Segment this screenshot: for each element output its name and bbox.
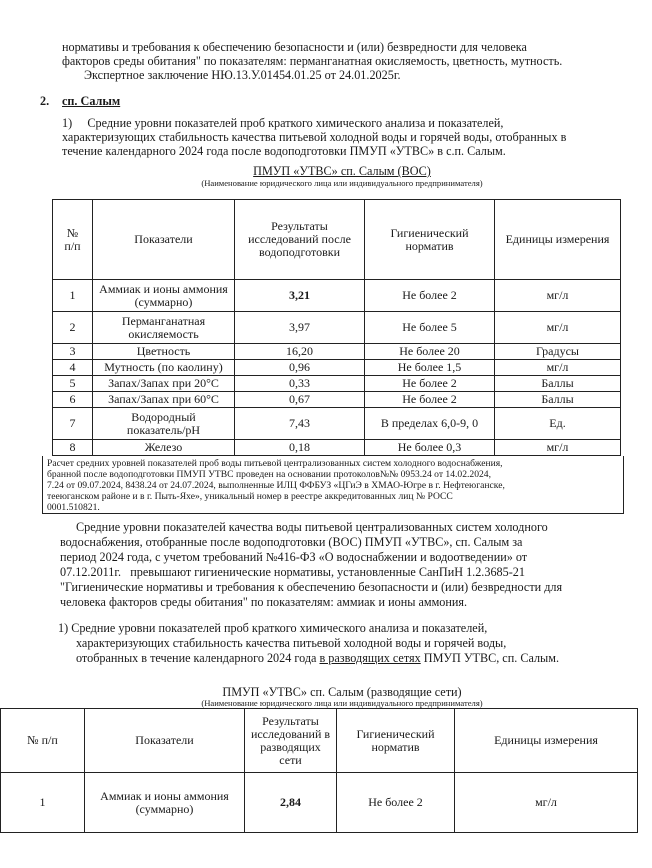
table-row bbox=[53, 280, 621, 312]
row-value: 0,67 bbox=[235, 392, 365, 408]
networks-paragraph-tail: ПМУП УТВС, сп. Салым. bbox=[420, 651, 560, 665]
row-value: 7,43 bbox=[235, 408, 365, 440]
conclusion-line-1: Средние уровни показателей качества воды питьевой централизованных систем холодного bbox=[76, 520, 548, 534]
row-indicator: Цветность bbox=[93, 344, 235, 360]
row-norm: В пределах 6,0-9, 0 bbox=[365, 408, 495, 440]
row-norm: Не более 20 bbox=[365, 344, 495, 360]
intro-line-1: нормативы и требования к обеспечению безопасности и (или) безвредности для человека bbox=[62, 40, 527, 54]
conclusion-line-5: "Гигиенические нормативы и требования к обеспечению безопасности и (или) безвредности для bbox=[60, 580, 563, 594]
table-row bbox=[53, 312, 621, 344]
table-row bbox=[53, 408, 621, 440]
row-unit: мг/л bbox=[495, 280, 621, 312]
row-unit: мг/л bbox=[455, 773, 638, 833]
row-indicator: Аммиак и ионы аммония (суммарно) bbox=[85, 773, 245, 833]
row-number: 4 bbox=[53, 360, 93, 376]
row-number: 1 bbox=[53, 280, 93, 312]
table-row bbox=[53, 392, 621, 408]
header-norm: Гигиенический норматив bbox=[365, 200, 495, 280]
header-norm: Гигиенический норматив bbox=[337, 709, 455, 773]
table-row bbox=[53, 344, 621, 360]
row-unit: мг/л bbox=[495, 440, 621, 456]
row-value: 0,18 bbox=[235, 440, 365, 456]
row-norm: Не более 0,3 bbox=[365, 440, 495, 456]
networks-emphasis: в разводящих сетях bbox=[319, 651, 421, 665]
row-unit: Баллы bbox=[495, 376, 621, 392]
header-results: Результаты исследований в разводящих сети bbox=[245, 709, 337, 773]
row-unit: мг/л bbox=[495, 360, 621, 376]
header-indicator: Показатели bbox=[85, 709, 245, 773]
conclusion-line-2: водоснабжения, отобранные после водоподготовки (ВОС) ПМУП «УТВС», сп. Салым за bbox=[60, 535, 523, 549]
header-indicator: Показатели bbox=[93, 200, 235, 280]
conclusion-line-3: период 2024 года, с учетом требований №416-ФЗ «О водоснабжении и водоотведении» от bbox=[60, 550, 528, 564]
row-number: 3 bbox=[53, 344, 93, 360]
conclusion-line-4: 07.12.2011г. превышают гигиенические нормативы, установленные СанПиН 1.2.3685-21 bbox=[60, 565, 525, 579]
row-norm: Не более 5 bbox=[365, 312, 495, 344]
results-table-networks bbox=[0, 708, 638, 833]
header-units: Единицы измерения bbox=[455, 709, 638, 773]
networks-paragraph-line-2: характеризующих стабильность качества питьевой холодной воды и горячей воды, bbox=[76, 636, 507, 650]
row-number: 1 bbox=[1, 773, 85, 833]
org-title: ПМУП «УТВС» сп. Салым (ВОС) bbox=[253, 164, 431, 178]
table-note-line-1: Расчет средних уровней показателей проб воды питьевой централизованных систем холодного водоснабжения, bbox=[47, 458, 503, 469]
row-indicator: Запах/Запах при 60°С bbox=[93, 392, 235, 408]
row-value: 0,33 bbox=[235, 376, 365, 392]
row-value: 3,21 bbox=[235, 280, 365, 312]
row-norm: Не более 2 bbox=[337, 773, 455, 833]
org-caption: (Наименование юридического лица или индивидуального предпринимателя) bbox=[201, 178, 483, 188]
row-number: 5 bbox=[53, 376, 93, 392]
row-indicator: Запах/Запах при 20°С bbox=[93, 376, 235, 392]
header-number: № п/п bbox=[1, 709, 85, 773]
table-row bbox=[53, 376, 621, 392]
row-indicator: Мутность (по каолину) bbox=[93, 360, 235, 376]
section-paragraph-line-3: течение календарного 2024 года после водоподготовки ПМУП «УТВС» в с.п. Салым. bbox=[62, 144, 506, 158]
table-row bbox=[53, 440, 621, 456]
header-number: № п/п bbox=[53, 200, 93, 280]
section-paragraph-line-1: 1) Средние уровни показателей проб краткого химического анализа и показателей, bbox=[62, 116, 504, 130]
row-value: 2,84 bbox=[245, 773, 337, 833]
table-row bbox=[53, 360, 621, 376]
row-unit: Градусы bbox=[495, 344, 621, 360]
row-norm: Не более 1,5 bbox=[365, 360, 495, 376]
table-row bbox=[1, 773, 638, 833]
table-note-line-4: тееюганском районе и в г. Пыть-Яхе», уникальный номер в реестре аккредитованных лиц № РОСС bbox=[47, 491, 453, 502]
row-number: 8 bbox=[53, 440, 93, 456]
section-paragraph-line-2: характеризующих стабильность качества питьевой холодной воды и горячей воды, отобранных в bbox=[62, 130, 567, 144]
header-results: Результаты исследований после водоподготовки bbox=[235, 200, 365, 280]
table-note bbox=[42, 456, 624, 514]
networks-paragraph-text: отобранных в течение календарного 2024 года bbox=[76, 651, 320, 665]
row-indicator: Аммиак и ионы аммония (суммарно) bbox=[93, 280, 235, 312]
row-indicator: Железо bbox=[93, 440, 235, 456]
networks-paragraph-line-1: 1) Средние уровни показателей проб краткого химического анализа и показателей, bbox=[58, 621, 488, 635]
networks-org-title: ПМУП «УТВС» сп. Салым (разводящие сети) bbox=[222, 685, 462, 699]
row-indicator: Водородный показатель/pH bbox=[93, 408, 235, 440]
conclusion-line-6: человека факторов среды обитания" по показателям: аммиак и ионы аммония. bbox=[60, 595, 468, 609]
section-number: 2. bbox=[40, 94, 50, 108]
row-number: 7 bbox=[53, 408, 93, 440]
row-value: 3,97 bbox=[235, 312, 365, 344]
row-norm: Не более 2 bbox=[365, 376, 495, 392]
row-unit: Баллы bbox=[495, 392, 621, 408]
networks-org-caption: (Наименование юридического лица или индивидуального предпринимателя) bbox=[201, 698, 483, 708]
row-number: 6 bbox=[53, 392, 93, 408]
results-table-vos bbox=[52, 199, 621, 456]
section-title: сп. Салым bbox=[62, 94, 121, 108]
intro-line-2: факторов среды обитания" по показателям: перманганатная окисляемость, цветность, мутность. bbox=[62, 54, 563, 68]
row-unit: Ед. bbox=[495, 408, 621, 440]
expert-conclusion: Экспертное заключение НЮ.13.У.01454.01.25 от 24.01.2025г. bbox=[84, 68, 401, 82]
table-note-line-2: бранной после водоподготовки ПМУП УТВС проведен на основании протоколов№№ 0953.24 от 14.02.2024, bbox=[47, 469, 492, 480]
row-norm: Не более 2 bbox=[365, 392, 495, 408]
networks-paragraph-line-3 bbox=[76, 651, 559, 665]
header-units: Единицы измерения bbox=[495, 200, 621, 280]
row-norm: Не более 2 bbox=[365, 280, 495, 312]
row-number: 2 bbox=[53, 312, 93, 344]
table-note-line-3: 7.24 от 09.07.2024, 8438.24 от 24.07.2024, выполненные ИЛЦ ФФБУЗ «ЦГиЭ в ХМАО-Югре в г. Нефтеюганске, bbox=[47, 480, 505, 491]
row-unit: мг/л bbox=[495, 312, 621, 344]
row-value: 0,96 bbox=[235, 360, 365, 376]
table-note-line-5: 0001.510821. bbox=[47, 502, 100, 513]
row-value: 16,20 bbox=[235, 344, 365, 360]
row-indicator: Перманганатная окисляемость bbox=[93, 312, 235, 344]
